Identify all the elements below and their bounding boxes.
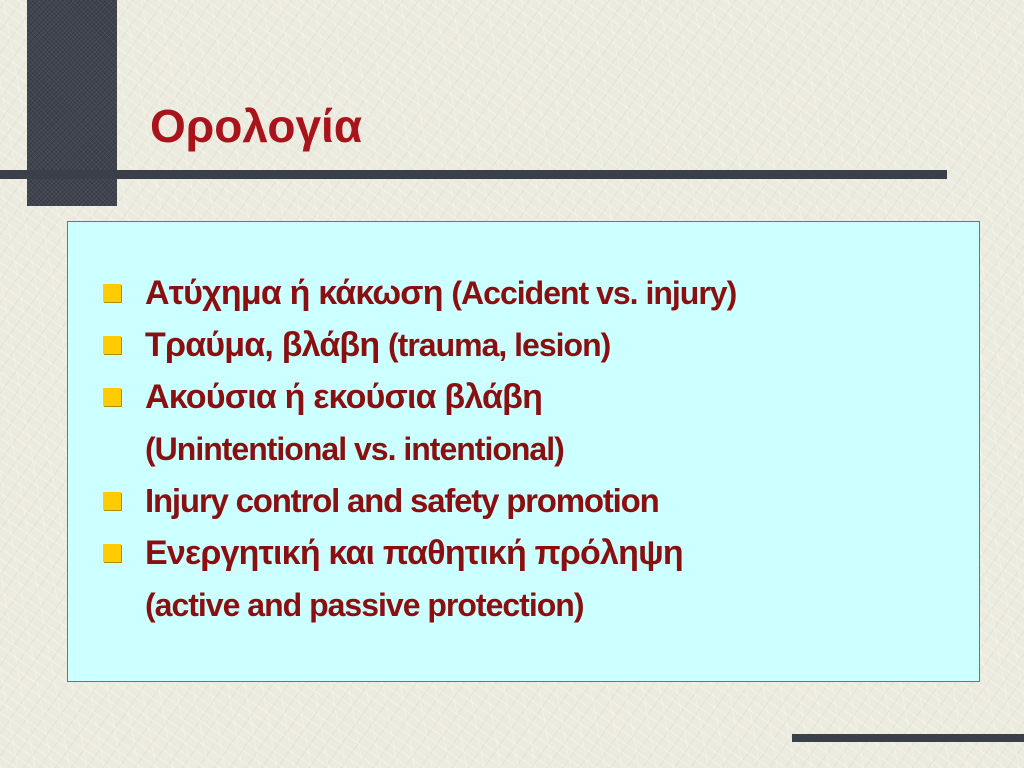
title-divider: [0, 170, 947, 179]
square-bullet-icon: [103, 388, 121, 406]
bullet-text: Ακούσια ή εκούσια βλάβη: [145, 378, 543, 416]
bullet-item: [145, 475, 736, 527]
bullet-list: [145, 267, 736, 631]
content-box: [67, 221, 980, 682]
bullet-translation: (trauma, lesion): [388, 327, 611, 363]
bullet-translation: (Accident vs. injury): [451, 275, 737, 311]
slide-title: Ορολογία: [150, 100, 363, 152]
square-bullet-icon: [103, 544, 121, 562]
bullet-text: Ατύχημα ή κάκωση: [145, 274, 443, 312]
bullet-item: [145, 527, 736, 631]
square-bullet-icon: [103, 284, 121, 302]
bullet-text: Ενεργητική και παθητική πρόληψη: [145, 534, 683, 572]
bullet-translation: (Unintentional vs. intentional): [145, 431, 564, 467]
bullet-text: Τραύμα, βλάβη: [145, 326, 380, 364]
bullet-item: [145, 267, 736, 319]
bullet-translation: (active and passive protection): [145, 587, 584, 623]
bullet-item: [145, 319, 736, 371]
bullet-text: Injury control and safety promotion: [145, 482, 659, 519]
bottom-divider: [792, 734, 1024, 742]
bullet-item: [145, 371, 736, 475]
square-bullet-icon: [103, 336, 121, 354]
square-bullet-icon: [103, 492, 121, 510]
